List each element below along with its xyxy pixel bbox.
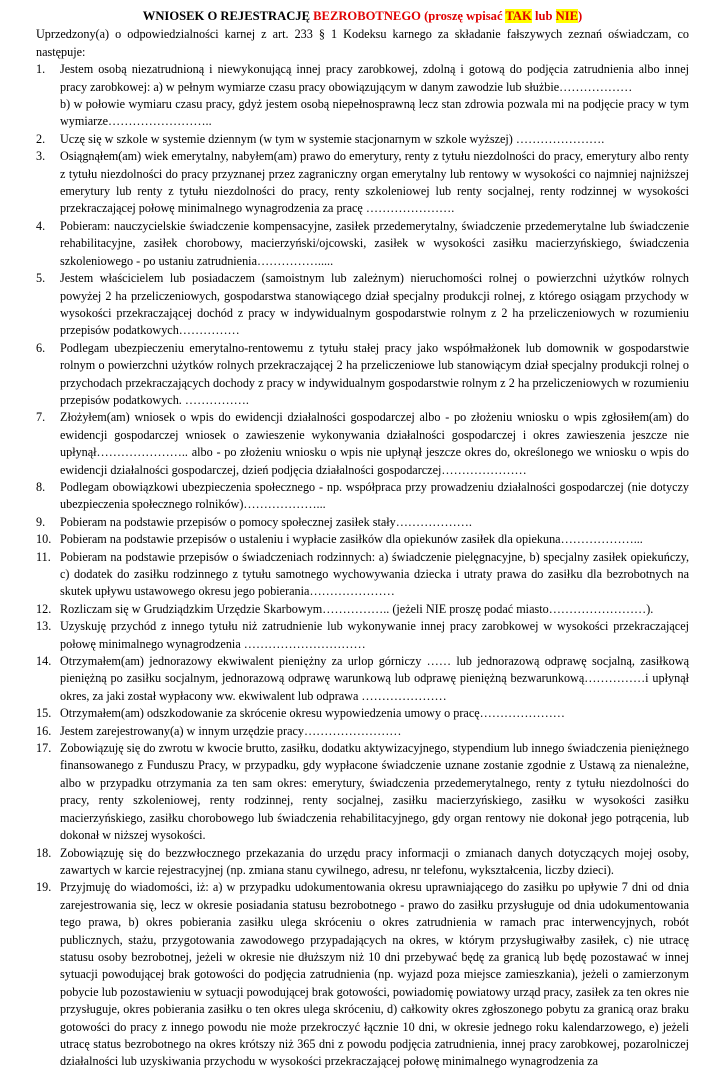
statement-item (36, 479, 689, 514)
statement-item (36, 740, 689, 844)
statement-item (36, 705, 689, 722)
item-text: Jestem zarejestrowany(a) w innym urzędzie pracy…………………… (60, 723, 402, 738)
statement-item (36, 618, 689, 653)
item-number: 2. (36, 131, 46, 146)
item-text: Zobowiązuję się do bezzwłocznego przekazania do urzędu pracy informacji o zmianach danych dotyczących mojej osoby, zawartych w karcie rejestracyjnej (np. zmiana stanu cywilnego, adresu, nr telefonu, wykształcenia, liczby dzieci). (60, 845, 689, 877)
item-text: Otrzymałem(am) jednorazowy ekwiwalent pieniężny za urlop górniczy …… lub jednorazową odprawę socjalną, zasiłkową pieniężną po zasiłku socjalnym, jednorazową odprawę warunkową lub odprawę pieniężną bezwarunkową……………i upłynął okres, za jaki został wypłacony ww. ekwiwalent lub odprawa ………………… (60, 654, 689, 703)
item-number: 17. (36, 741, 52, 756)
statement-item (36, 514, 689, 531)
item-number: 12. (36, 601, 52, 616)
item-text: Zobowiązuję się do zwrotu w kwocie brutto, zasiłku, dodatku aktywizacyjnego, stypendium lub innego świadczenia pieniężnego finansowanego z Funduszu Pracy, w przypadku, gdy wypłacone świadczenie uznane zostanie zgodnie z Ustawą za nienależne, albo w przypadku otrzymania za ten sam okres: emerytury, świadczenia przedemerytalnego, renty z tytułu niezdolności do pracy, renty szkoleniowej, renty rodzinnej, renty socjalnej, zasiłku macierzyńskiego, zasiłku w wysokości zasiłku macierzyńskiego, zasiłku chorobowego lub świadczenia rehabilitacyjnego, gdy organ rentowy nie dokonał jego potrącenia, lub dokonał w niższej wysokości. (60, 741, 689, 843)
item-text: Przyjmuję do wiadomości, iż: a) w przypadku udokumentowania okresu uprawniającego do zasiłku po upływie 7 dni od dnia zarejestrowania się, lecz w okresie posiadania statusu bezrobotnego - prawo do zasiłku przysługuje od dnia udokumentowania tego prawa, b) okres pobierania zasiłku ulega skróceniu o okres zatrudnienia w ramach prac interwencyjnych, robót publicznych, stażu, przygotowania zawodowego przypadających na okres, w którym przysługiwałby zasiłek, c) nie utracę statusu osoby bezrobotnej, jeżeli w okresie nie dłuższym niż 10 dni przebywać będę za granicą lub będę pozostawać w innej sytuacji powodującej brak gotowości do podjęcia zatrudnienia (np. wyjazd poza miejsce zamieszkania), jeżeli o zamierzonym pobycie lub pozostawieniu w sytuacji powodującej brak gotowości, powiadomię powiatowy urząd pracy, zasiłek za ten okres nie przysługuje, okres pobierania zasiłku o ten okres ulega skróceniu, d) całkowity okres zgłoszonego pobytu za granicą oraz braku gotowości do pracy z innego powodu nie może przekroczyć łącznie 10 dni, w okresie jednego roku kalendarzowego, e) jeżeli utracę status bezrobotnego na okres krótszy niż 365 dni z powodu podjęcia zatrudnienia, innej pracy zarobkowej, pozarolniczej działalności lub uzyskiwania przychodu w wysokości przekraczającej połowę minimalnego wynagrodzenia za (60, 880, 689, 1069)
item-text: Osiągnąłem(am) wiek emerytalny, nabyłem(am) prawo do emerytury, renty z tytułu niezdolności do pracy, emerytury albo renty z tytułu niezdolności do pracy przyznanej przez zagraniczny organ emerytalny lub rentowy w wysokości co najmniej najniższej emerytury lub renty z tytułu niezdolności do pracy, renty szkoleniowej lub renty socjalnej, renty rodzinnej w wysokości przekraczającej połowę minimalnego wynagrodzenia za pracę …………………. (60, 149, 689, 216)
intro-statement: Uprzedzony(a) o odpowiedzialności karnej z art. 233 § 1 Kodeksu karnego za składanie fałszywych zeznań oświadczam, co następuje: (36, 27, 689, 59)
title-yes-option: TAK (505, 9, 532, 23)
item-number: 5. (36, 271, 46, 286)
title-instruction-close: ) (578, 9, 583, 23)
item-text: Otrzymałem(am) odszkodowanie za skrócenie okresu wypowiedzenia umowy o pracę………………… (60, 706, 565, 721)
item-number: 9. (36, 514, 46, 529)
item-number: 15. (36, 706, 52, 721)
item-number: 14. (36, 654, 52, 669)
item-number: 19. (36, 880, 52, 895)
item-text: Pobieram na podstawie przepisów o ustaleniu i wypłacie zasiłków dla opiekunów zasiłek dla opiekuna………………... (60, 532, 643, 547)
statement-item (36, 531, 689, 548)
item-text: Pobieram: nauczycielskie świadczenie kompensacyjne, zasiłek przedemerytalny, świadczenie przedemerytalne lub świadczenie rehabilitacyjne, zasiłek chorobowy, macierzyński/ojcowski, zasiłek w wysokości zasiłku macierzyńskiego, świadczenia szkoleniowego - po ustaniu zatrudnienia……………..... (60, 218, 689, 268)
item-text: Podlegam ubezpieczeniu emerytalno-rentowemu z tytułu stałej pracy jako współmałżonek lub domownik w gospodarstwie rolnym o powierzchni użytków rolnych przekraczającej 2 ha przeliczeniowe lub stanowiącym dział specjalny produkcji rolnej o przychodach przekraczających dochody z pracy w indywidualnym gospodarstwie rolnym z 2 ha przeliczeniowych w rozumieniu przepisów podatkowych. ……………. (60, 340, 689, 407)
item-text: Pobieram na podstawie przepisów o świadczeniach rodzinnych: a) świadczenie pielęgnacyjne, b) specjalny zasiłek opiekuńczy, c) dodatek do zasiłku rodzinnego z tytułu samotnego wychowywania dziecka i utraty prawa do zasiłku dla bezrobotnych na skutek upływu ustawowego okresu jego pobierania………………… (60, 549, 689, 599)
item-number: 1. (36, 62, 46, 77)
statement-item (36, 270, 689, 340)
statement-item (36, 653, 689, 705)
item-text: Uczę się w szkole w systemie dziennym (w tym w systemie stacjonarnym w szkole wyższej) …………………. (60, 131, 605, 146)
item-number: 3. (36, 149, 46, 164)
item-number: 7. (36, 410, 46, 425)
item-number: 10. (36, 532, 52, 547)
item-text: Rozliczam się w Grudziądzkim Urzędzie Skarbowym…………….. (jeżeli NIE proszę podać miasto……………………). (60, 601, 654, 616)
statement-item (36, 409, 689, 479)
statement-item (36, 340, 689, 410)
statement-item (36, 148, 689, 218)
item-text: Podlegam obowiązkowi ubezpieczenia społecznego - np. współpraca przy prowadzeniu działalności gospodarczej (nie dotyczy ubezpieczenia społecznego rolników)………………... (60, 479, 689, 512)
item-number: 6. (36, 340, 46, 355)
statement-item (36, 549, 689, 601)
document-title (36, 8, 689, 25)
item-subtext: b) w połowie wymiaru czasu pracy, gdyż jestem osobą niepełnosprawną lecz stan zdrowia pozwala mi na podjęcie pracy w tym wymiarze…………………….. (60, 97, 689, 129)
statement-item (36, 845, 689, 880)
item-number: 8. (36, 479, 46, 494)
item-text: Uzyskuję przychód z innego tytułu niż zatrudnienie lub wykonywanie innej pracy zarobkowej w wysokości przekraczającej połowę minimalnego wynagrodzenia ………………………… (60, 619, 689, 651)
item-number: 13. (36, 619, 52, 634)
title-part-1: WNIOSEK O REJESTRACJĘ (142, 9, 314, 23)
statement-item (36, 218, 689, 270)
statement-item (36, 131, 689, 148)
item-number: 16. (36, 723, 52, 738)
statement-list (36, 61, 689, 1071)
statement-item (36, 879, 689, 1070)
title-no-option: NIE (555, 9, 579, 23)
item-text: Złożyłem(am) wniosek o wpis do ewidencji działalności gospodarczej albo - po złożeniu wniosku o wpis zgłosiłem(am) do ewidencji gospodarczej wniosek o zawieszenie wykonywania działalności gospodarczej i okres zawieszenia jeszcze nie upłynął………………….. albo - po złożeniu wniosku o wpis nie upłynął jeszcze okres do, określonego we wniosku o wpis do ewidencji działalności gospodarczej, dzień podjęcia działalności gospodarczej………………… (60, 410, 689, 477)
title-instruction-open: (proszę wpisać (420, 9, 506, 23)
statement-item (36, 61, 689, 131)
item-number: 11. (36, 549, 51, 564)
item-text: Jestem właścicielem lub posiadaczem (samoistnym lub zależnym) nieruchomości rolnej o powierzchni użytków rolnych powyżej 2 ha przeliczeniowych, gospodarstwa stanowiącego dział specjalny produkcji rolnej, z którego osiągam przychody w wysokości przekraczającej dochód z pracy w indywidualnym gospodarstwie rolnym z 2 ha przeliczeniowych w rozumieniu przepisów podatkowych…………… (60, 271, 689, 338)
title-or: lub (531, 9, 556, 23)
item-text: Pobieram na podstawie przepisów o pomocy społecznej zasiłek stały………………. (60, 514, 472, 529)
title-unemployed-word: BEZROBOTNEGO (313, 9, 421, 23)
item-text: Jestem osobą niezatrudnioną i niewykonującą innej pracy zarobkowej, zdolną i gotową do podjęcia zatrudnienia albo innej pracy zarobkowej: a) w pełnym wymiarze czasu pracy obowiązującym w danym zawodzie lub służbie……………… (60, 62, 689, 94)
item-number: 4. (36, 218, 46, 233)
item-number: 18. (36, 845, 52, 860)
statement-item (36, 723, 689, 740)
statement-item (36, 601, 689, 618)
